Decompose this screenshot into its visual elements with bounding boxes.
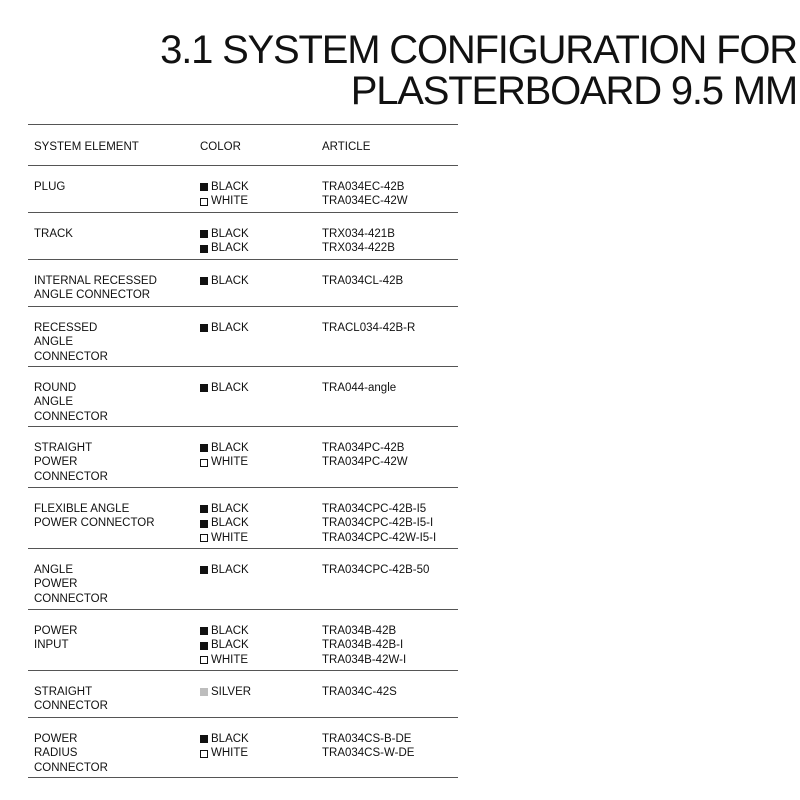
color-cell <box>200 563 310 577</box>
article-number: TRA034CPC-42B-50 <box>322 564 430 576</box>
color-name: WHITE <box>211 653 249 666</box>
white-swatch-icon <box>200 656 208 664</box>
system-element-text: POWER CONNECTOR <box>34 517 155 530</box>
color-name: BLACK <box>211 275 249 287</box>
color-entry <box>200 227 310 241</box>
color-entry <box>200 180 310 194</box>
article-cell <box>322 441 462 470</box>
article-number: TRA034C-42S <box>322 686 397 698</box>
system-element-text: RADIUS <box>34 747 78 760</box>
color-name: BLACK <box>211 382 249 394</box>
table-row <box>28 367 458 427</box>
system-element-text: CONNECTOR <box>34 410 108 423</box>
article-number: TRA034B-42B <box>322 625 397 637</box>
system-element-text: INTERNAL RECESSED <box>34 275 157 287</box>
article-number: TRX034-422B <box>322 242 395 255</box>
system-element-cell <box>34 624 194 653</box>
system-element-text: PLUG <box>34 181 66 193</box>
color-entry <box>200 274 310 288</box>
article-cell <box>322 381 462 395</box>
system-element-cell <box>34 274 194 303</box>
system-element-text: CONNECTOR <box>34 350 108 363</box>
header-color: COLOR <box>200 141 241 153</box>
black-swatch-icon <box>200 324 208 332</box>
system-element-text: CONNECTOR <box>34 592 108 605</box>
table-row <box>28 427 458 488</box>
configuration-table <box>28 124 458 778</box>
color-name: BLACK <box>211 181 249 193</box>
system-element-text: ANGLE <box>34 396 73 409</box>
system-element-cell <box>34 563 194 606</box>
system-element-text: ROUND <box>34 382 77 394</box>
color-name: BLACK <box>211 733 249 745</box>
color-name: BLACK <box>211 625 249 637</box>
color-name: SILVER <box>211 686 252 698</box>
color-name: WHITE <box>211 456 249 469</box>
system-element-cell <box>34 180 194 194</box>
article-number: TRA044-angle <box>322 382 397 394</box>
system-element-cell <box>34 502 194 531</box>
article-cell <box>322 227 462 256</box>
table-row <box>28 549 458 610</box>
color-name: BLACK <box>211 503 249 515</box>
color-cell <box>200 502 310 545</box>
table-row <box>28 166 458 213</box>
white-swatch-icon <box>200 459 208 467</box>
table-row <box>28 307 458 367</box>
white-swatch-icon <box>200 534 208 542</box>
silver-swatch-icon <box>200 688 208 696</box>
article-cell <box>322 321 462 335</box>
article-number: TRA034CS-W-DE <box>322 747 415 760</box>
color-cell <box>200 624 310 667</box>
article-cell <box>322 180 462 209</box>
article-number: TRA034CPC-42B-I5-I <box>322 517 434 530</box>
color-entry <box>200 563 310 577</box>
color-name: BLACK <box>211 322 249 334</box>
color-entry <box>200 455 310 469</box>
color-entry <box>200 321 310 335</box>
system-element-text: FLEXIBLE ANGLE <box>34 503 130 515</box>
color-entry <box>200 531 310 545</box>
article-number: TRA034CL-42B <box>322 275 404 287</box>
black-swatch-icon <box>200 183 208 191</box>
system-element-text: POWER <box>34 625 78 637</box>
table-row <box>28 260 458 307</box>
color-name: BLACK <box>211 242 249 255</box>
system-element-text: CONNECTOR <box>34 761 108 774</box>
article-number: TRA034EC-42W <box>322 195 408 208</box>
table-row <box>28 718 458 778</box>
color-cell <box>200 441 310 470</box>
system-element-text: POWER <box>34 456 78 469</box>
color-entry <box>200 746 310 760</box>
color-cell <box>200 732 310 761</box>
page-title-line-2: PLASTERBOARD 9.5 MM <box>350 69 797 113</box>
color-entry <box>200 685 310 699</box>
color-name: WHITE <box>211 747 249 760</box>
black-swatch-icon <box>200 627 208 635</box>
black-swatch-icon <box>200 520 208 528</box>
white-swatch-icon <box>200 198 208 206</box>
black-swatch-icon <box>200 566 208 574</box>
article-number: TRA034CPC-42B-I5 <box>322 503 427 515</box>
black-swatch-icon <box>200 245 208 253</box>
header-system-element: SYSTEM ELEMENT <box>34 141 139 153</box>
article-cell <box>322 274 462 288</box>
color-name: BLACK <box>211 639 249 652</box>
table-header-row <box>28 125 458 166</box>
black-swatch-icon <box>200 505 208 513</box>
system-element-text: ANGLE <box>34 336 73 349</box>
page-title-line-1: 3.1 SYSTEM CONFIGURATION FOR <box>160 28 797 72</box>
color-entry <box>200 653 310 667</box>
system-element-cell <box>34 381 194 424</box>
article-cell <box>322 624 462 667</box>
system-element-text: STRAIGHT <box>34 686 93 698</box>
header-article: ARTICLE <box>322 141 371 153</box>
color-entry <box>200 516 310 530</box>
system-element-text: TRACK <box>34 228 73 240</box>
system-element-text: ANGLE CONNECTOR <box>34 289 151 302</box>
black-swatch-icon <box>200 444 208 452</box>
color-entry <box>200 638 310 652</box>
color-name: BLACK <box>211 517 249 530</box>
system-element-cell <box>34 685 194 714</box>
black-swatch-icon <box>200 384 208 392</box>
article-cell <box>322 685 462 699</box>
system-element-text: CONNECTOR <box>34 470 108 483</box>
table-row <box>28 213 458 260</box>
system-element-cell <box>34 441 194 484</box>
article-cell <box>322 732 462 761</box>
article-number: TRACL034-42B-R <box>322 322 416 334</box>
article-cell <box>322 502 462 545</box>
system-element-cell <box>34 321 194 364</box>
color-cell <box>200 180 310 209</box>
color-name: BLACK <box>211 442 249 454</box>
system-element-text: POWER <box>34 578 78 591</box>
system-element-cell <box>34 227 194 241</box>
system-element-text: INPUT <box>34 639 69 652</box>
system-element-text: POWER <box>34 733 78 745</box>
black-swatch-icon <box>200 642 208 650</box>
color-entry <box>200 194 310 208</box>
color-cell <box>200 685 310 699</box>
table-row <box>28 488 458 549</box>
article-number: TRA034CPC-42W-I5-I <box>322 531 437 544</box>
system-element-cell <box>34 732 194 775</box>
table-row <box>28 610 458 671</box>
color-cell <box>200 274 310 288</box>
color-entry <box>200 624 310 638</box>
article-number: TRA034PC-42B <box>322 442 405 454</box>
article-number: TRA034B-42B-I <box>322 639 404 652</box>
black-swatch-icon <box>200 735 208 743</box>
system-element-text: ANGLE <box>34 564 73 576</box>
color-entry <box>200 441 310 455</box>
color-cell <box>200 227 310 256</box>
color-cell <box>200 321 310 335</box>
article-cell <box>322 563 462 577</box>
article-number: TRA034EC-42B <box>322 181 405 193</box>
system-element-text: STRAIGHT <box>34 442 93 454</box>
table-row <box>28 671 458 718</box>
color-name: BLACK <box>211 564 249 576</box>
article-number: TRA034CS-B-DE <box>322 733 412 745</box>
article-number: TRX034-421B <box>322 228 395 240</box>
color-entry <box>200 732 310 746</box>
color-entry <box>200 381 310 395</box>
color-entry <box>200 502 310 516</box>
system-element-text: CONNECTOR <box>34 700 108 713</box>
color-name: WHITE <box>211 195 249 208</box>
color-name: WHITE <box>211 531 249 544</box>
white-swatch-icon <box>200 750 208 758</box>
page-title <box>160 30 797 112</box>
color-entry <box>200 241 310 255</box>
system-element-text: RECESSED <box>34 322 98 334</box>
color-cell <box>200 381 310 395</box>
black-swatch-icon <box>200 277 208 285</box>
black-swatch-icon <box>200 230 208 238</box>
article-number: TRA034B-42W-I <box>322 653 407 666</box>
color-name: BLACK <box>211 228 249 240</box>
article-number: TRA034PC-42W <box>322 456 408 469</box>
